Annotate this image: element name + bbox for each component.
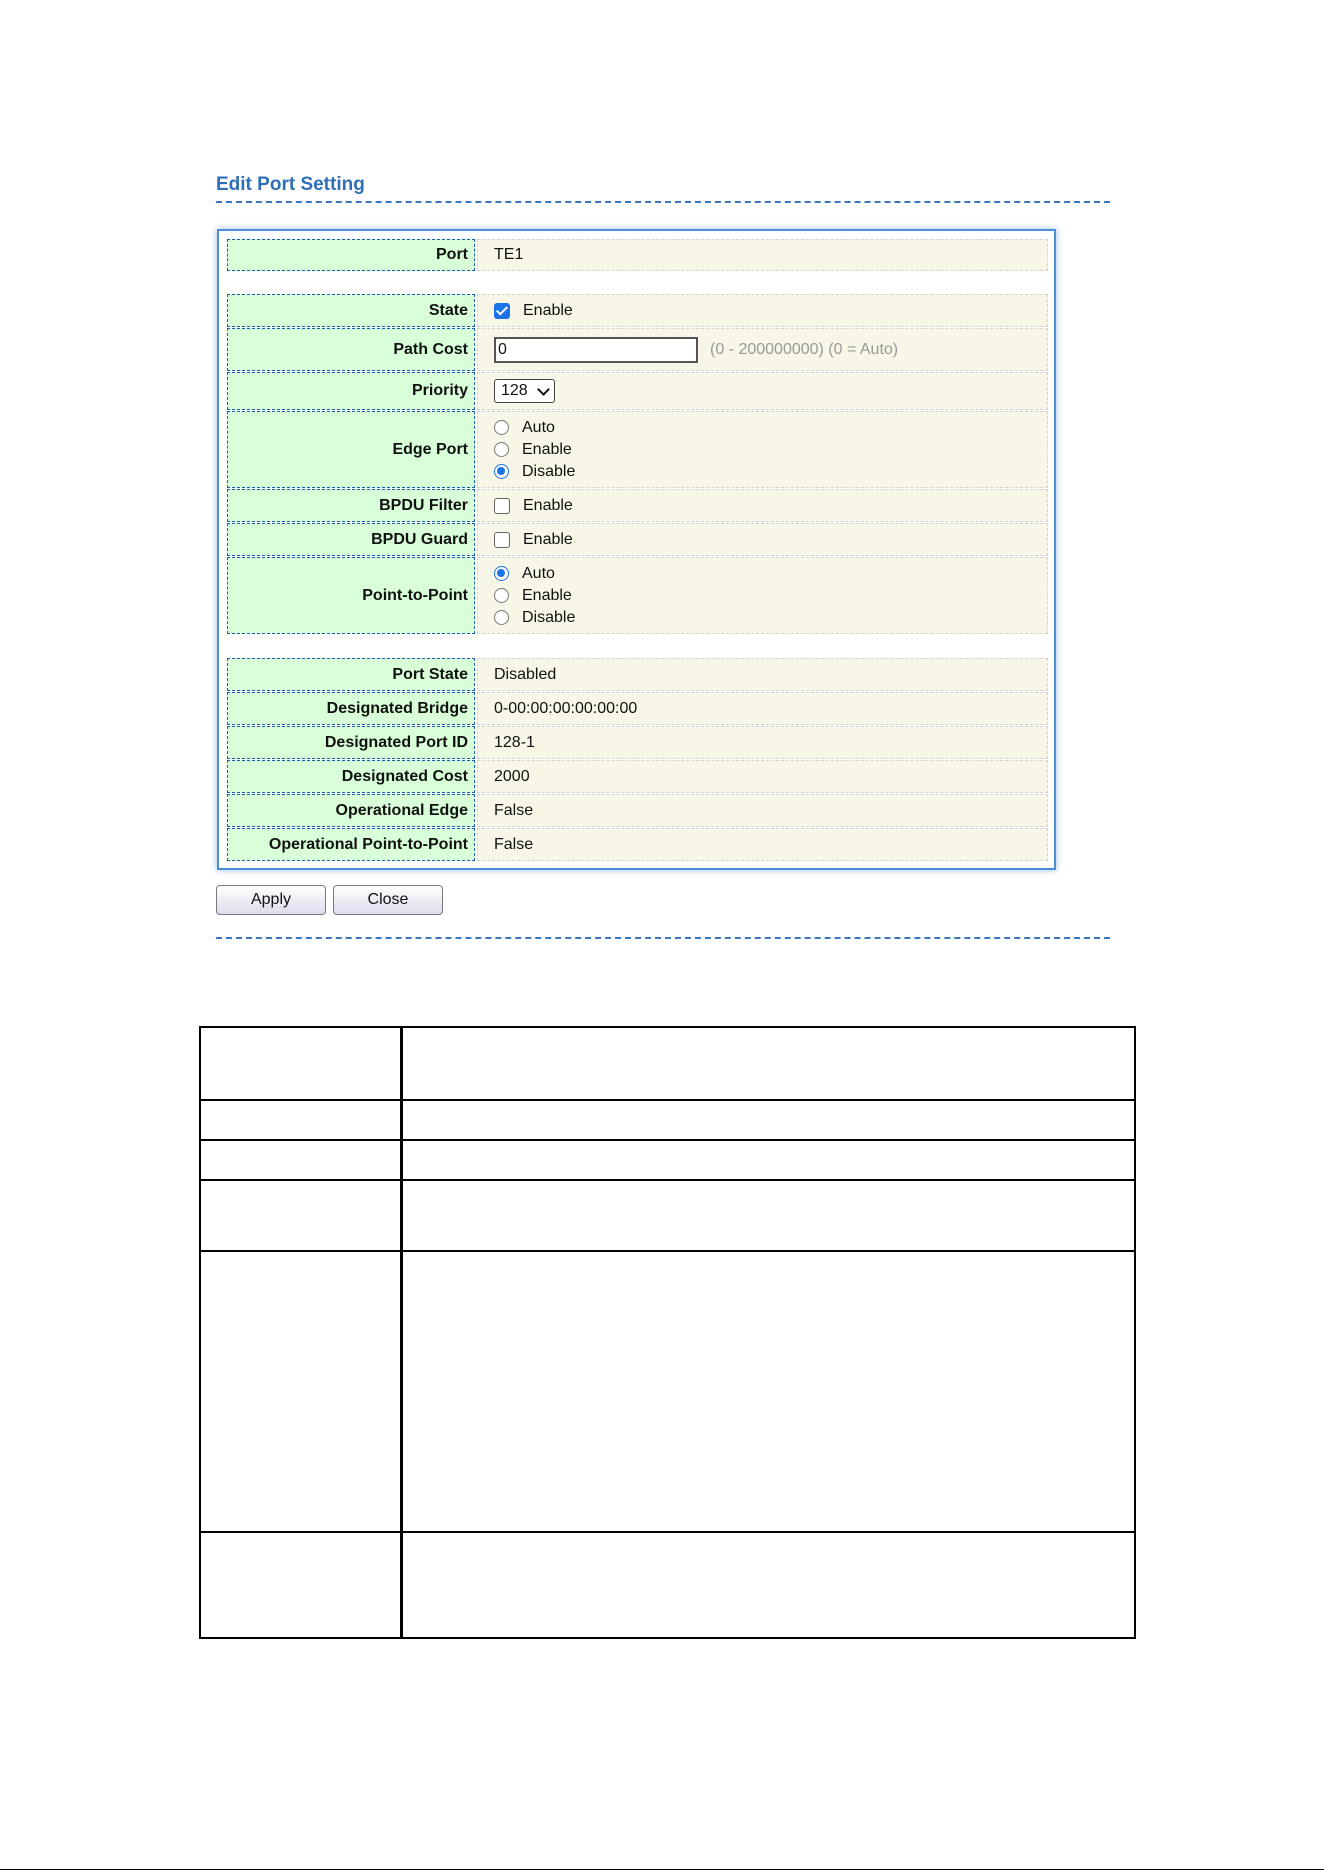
operational-p2p-label: Operational Point-to-Point xyxy=(227,828,475,861)
operational-edge-value: False xyxy=(477,794,1048,827)
point-to-point-label: Point-to-Point xyxy=(227,557,475,634)
table-column-divider xyxy=(400,1028,403,1637)
state-enable-checkbox[interactable] xyxy=(494,303,510,319)
row-operational-edge xyxy=(227,794,1048,827)
panel-title: Edit Port Setting xyxy=(216,174,365,195)
table-row-divider xyxy=(201,1179,1134,1181)
table-row-divider xyxy=(201,1250,1134,1252)
chevron-down-icon xyxy=(537,383,550,396)
designated-cost-value: 2000 xyxy=(477,760,1048,793)
path-cost-input[interactable] xyxy=(494,337,698,363)
point-to-point-auto-radio[interactable] xyxy=(494,566,509,581)
point-to-point-option-enable[interactable] xyxy=(494,585,572,607)
title-divider xyxy=(216,201,1110,203)
edge-port-disable-radio[interactable] xyxy=(494,464,509,479)
operational-p2p-value: False xyxy=(477,828,1048,861)
apply-button[interactable]: Apply xyxy=(216,885,326,915)
port-label: Port xyxy=(227,239,475,271)
edge-port-option-auto[interactable] xyxy=(494,417,555,439)
row-state xyxy=(227,294,1048,327)
table-row-divider xyxy=(201,1099,1134,1101)
row-path-cost xyxy=(227,328,1048,371)
row-port-state xyxy=(227,658,1048,691)
point-to-point-auto-label: Auto xyxy=(522,564,555,582)
port-value: TE1 xyxy=(477,239,1048,271)
edge-port-auto-label: Auto xyxy=(522,418,555,436)
row-designated-bridge xyxy=(227,692,1048,725)
edge-port-option-disable[interactable] xyxy=(494,461,575,483)
priority-label: Priority xyxy=(227,372,475,410)
edge-port-enable-label: Enable xyxy=(522,440,572,458)
designated-cost-label: Designated Cost xyxy=(227,760,475,793)
close-button[interactable]: Close xyxy=(333,885,443,915)
row-edge-port xyxy=(227,411,1048,488)
point-to-point-option-disable[interactable] xyxy=(494,607,575,629)
path-cost-hint: (0 - 200000000) (0 = Auto) xyxy=(710,340,899,358)
designated-port-id-label: Designated Port ID xyxy=(227,726,475,759)
edge-port-label: Edge Port xyxy=(227,411,475,488)
edge-port-enable-radio[interactable] xyxy=(494,442,509,457)
port-state-label: Port State xyxy=(227,658,475,691)
state-label: State xyxy=(227,294,475,327)
bpdu-guard-value xyxy=(477,523,1048,556)
priority-select[interactable] xyxy=(494,379,555,403)
panel-bottom-divider xyxy=(216,937,1110,939)
bpdu-filter-enable-label: Enable xyxy=(523,496,573,514)
row-priority xyxy=(227,372,1048,410)
row-bpdu-guard xyxy=(227,523,1048,556)
designated-bridge-value: 0-00:00:00:00:00:00 xyxy=(477,692,1048,725)
bpdu-guard-label: BPDU Guard xyxy=(227,523,475,556)
edit-port-form xyxy=(217,229,1056,870)
point-to-point-value xyxy=(477,557,1048,634)
bpdu-guard-checkbox[interactable] xyxy=(494,532,510,548)
edge-port-option-enable[interactable] xyxy=(494,439,572,461)
row-port xyxy=(227,239,1048,271)
point-to-point-enable-label: Enable xyxy=(522,586,572,604)
designated-bridge-label: Designated Bridge xyxy=(227,692,475,725)
designated-port-id-value: 128-1 xyxy=(477,726,1048,759)
row-bpdu-filter xyxy=(227,489,1048,522)
row-designated-cost xyxy=(227,760,1048,793)
edge-port-auto-radio[interactable] xyxy=(494,420,509,435)
priority-value xyxy=(477,372,1048,410)
table-row-divider xyxy=(201,1139,1134,1141)
point-to-point-enable-radio[interactable] xyxy=(494,588,509,603)
description-table xyxy=(199,1026,1136,1639)
state-value xyxy=(477,294,1048,327)
row-operational-point-to-point xyxy=(227,828,1048,861)
path-cost-value xyxy=(477,328,1048,371)
point-to-point-disable-radio[interactable] xyxy=(494,610,509,625)
page-bottom-rule xyxy=(0,1869,1324,1870)
row-point-to-point xyxy=(227,557,1048,634)
table-row-divider xyxy=(201,1531,1134,1533)
operational-edge-label: Operational Edge xyxy=(227,794,475,827)
edge-port-disable-label: Disable xyxy=(522,462,576,480)
bpdu-filter-label: BPDU Filter xyxy=(227,489,475,522)
path-cost-label: Path Cost xyxy=(227,328,475,371)
edge-port-value xyxy=(477,411,1048,488)
point-to-point-option-auto[interactable] xyxy=(494,563,555,585)
priority-selected-value: 128 xyxy=(501,382,528,399)
bpdu-filter-checkbox[interactable] xyxy=(494,498,510,514)
row-designated-port-id xyxy=(227,726,1048,759)
bpdu-guard-enable-label: Enable xyxy=(523,530,573,548)
state-enable-label: Enable xyxy=(523,301,573,319)
bpdu-filter-value xyxy=(477,489,1048,522)
point-to-point-disable-label: Disable xyxy=(522,608,576,626)
port-state-value: Disabled xyxy=(477,658,1048,691)
